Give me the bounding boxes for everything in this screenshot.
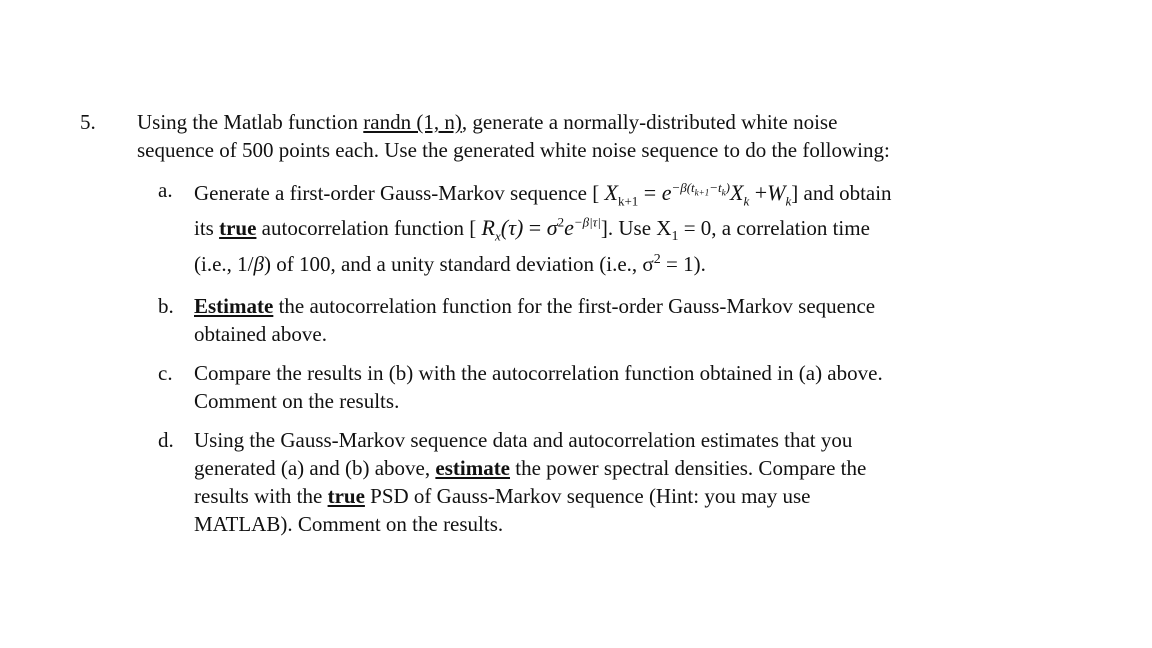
emphasis-true: true xyxy=(327,484,365,508)
item-c-line-1: Compare the results in (b) with the autocorrelation function obtained in (a) above. xyxy=(194,361,883,385)
emphasis-estimate: Estimate xyxy=(194,294,274,318)
emphasis-true: true xyxy=(219,216,257,240)
item-a-line-1 xyxy=(194,178,1024,208)
item-d-text: the power spectral densities. Compare the xyxy=(510,456,867,480)
item-a-text-suffix: ] and obtain xyxy=(791,181,892,205)
item-a-text: ) of 100, and a unity standard deviation (i.e., σ xyxy=(263,252,654,276)
item-d-text: results with the xyxy=(194,484,328,508)
item-c xyxy=(158,359,1038,419)
item-d-line-1: Using the Gauss-Markov sequence data and autocorrelation estimates that you xyxy=(194,428,853,452)
item-a-text: autocorrelation function [ xyxy=(256,216,482,240)
emphasis-estimate: estimate xyxy=(435,456,511,480)
item-b xyxy=(158,292,1038,352)
item-c-line-2: Comment on the results. xyxy=(194,389,400,413)
autocorrelation-equation: $R_x(\tau) = \sigma^2e^{-\beta|\tau|}$ xyxy=(481,214,601,244)
intro-text-suffix: , generate a normally-distributed white noise xyxy=(461,110,838,134)
intro-text: Using the Matlab function xyxy=(137,110,364,134)
gauss-markov-equation: $X_{k+1} = e^{-\beta(t_{k+1}-t_k)}X_k +W_k$ xyxy=(604,179,792,209)
item-d-line-2 xyxy=(194,454,1024,482)
item-a-text: = 1). xyxy=(660,252,706,276)
item-b-text: the autocorrelation function for the first-order Gauss-Markov sequence xyxy=(273,294,876,318)
item-a-text: (i.e., 1/ xyxy=(194,252,254,276)
item-letter-d: d. xyxy=(158,428,174,452)
subscript-one: 1 xyxy=(671,229,679,245)
item-b-body xyxy=(194,292,1024,348)
item-letter-a: a. xyxy=(158,178,173,202)
item-a-text: its xyxy=(194,216,220,240)
item-d-body xyxy=(194,426,1024,538)
problem-intro xyxy=(137,108,1017,164)
item-d xyxy=(158,426,1038,546)
item-d-line-4: MATLAB). Comment on the results. xyxy=(194,512,504,536)
item-a-text: ]. Use X xyxy=(600,216,672,240)
item-d-text: generated (a) and (b) above, xyxy=(194,456,436,480)
item-d-text: PSD of Gauss-Markov sequence (Hint: you may use xyxy=(364,484,811,508)
intro-line-2: sequence of 500 points each. Use the generated white noise sequence to do the following: xyxy=(137,138,890,162)
item-letter-b: b. xyxy=(158,294,174,318)
item-b-line-2: obtained above. xyxy=(194,322,327,346)
beta-symbol: β xyxy=(253,252,264,276)
intro-line-1 xyxy=(137,108,1017,136)
item-a-body xyxy=(194,178,1024,282)
item-letter-c: c. xyxy=(158,361,173,385)
item-d-line-3 xyxy=(194,482,1024,510)
item-a-line-2 xyxy=(194,210,1024,246)
item-a-line-3 xyxy=(194,246,1024,282)
superscript-two: 2 xyxy=(653,252,661,267)
item-c-body xyxy=(194,359,1024,415)
item-b-line-1 xyxy=(194,292,1024,320)
problem-number: 5. xyxy=(80,110,96,134)
item-a-text: = 0, a correlation time xyxy=(678,216,870,240)
item-a-text: Generate a first-order Gauss-Markov sequence [ xyxy=(194,181,605,205)
matlab-function-name: randn (1, n) xyxy=(363,110,462,134)
item-a xyxy=(158,178,1038,288)
